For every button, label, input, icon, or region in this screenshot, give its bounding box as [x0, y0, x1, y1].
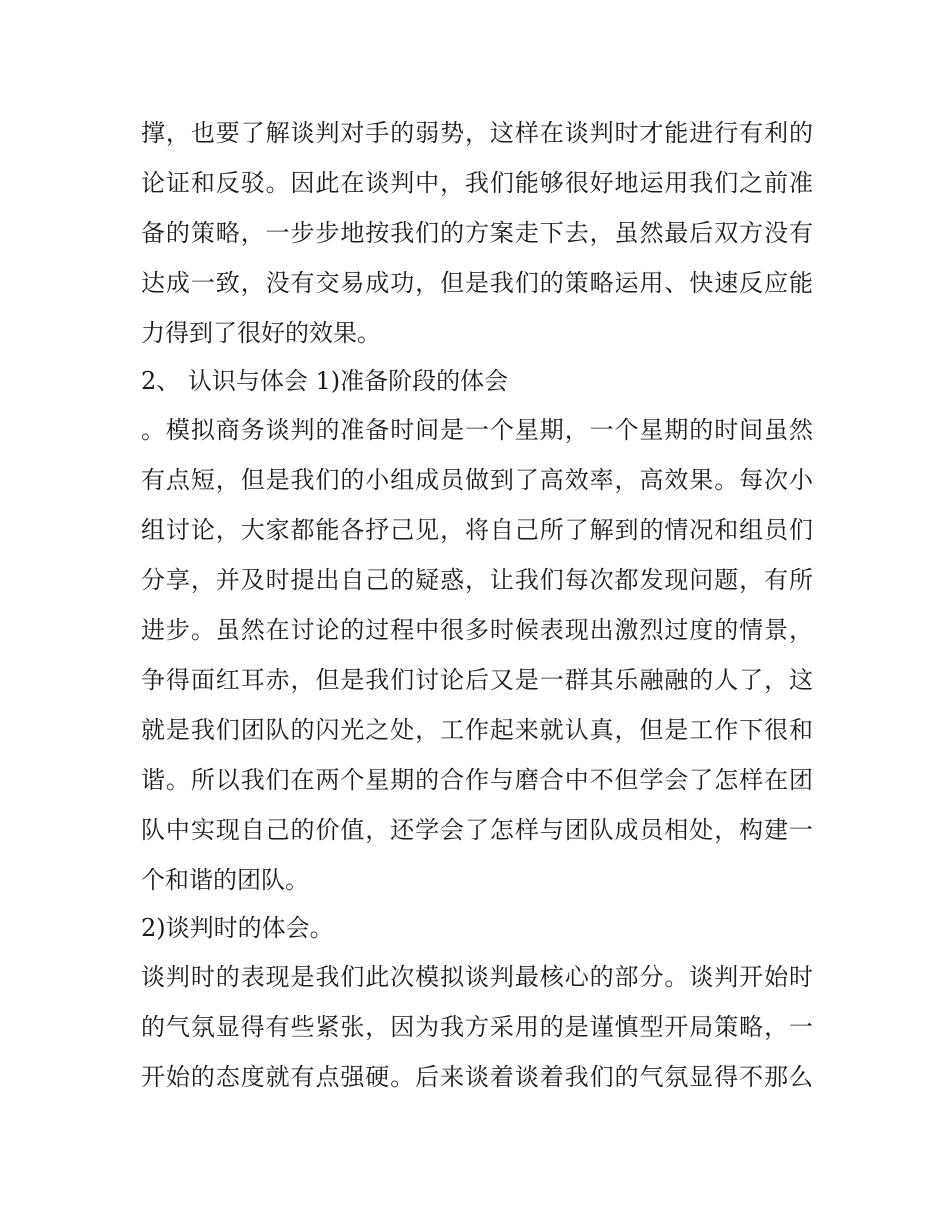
- text-line: 分享，并及时提出自己的疑惑，让我们每次都发现问题，有所: [141, 566, 813, 594]
- text-line: 达成一致，没有交易成功，但是我们的策略运用、快速反应能: [141, 269, 813, 297]
- text-line: 力得到了很好的效果。: [141, 319, 381, 347]
- text-line: 的气氛显得有些紧张，因为我方采用的是谨慎型开局策略，一: [141, 1013, 813, 1041]
- text-line: 有点短，但是我们的小组成员做到了高效率，高效果。每次小: [141, 466, 813, 494]
- subsection-heading: 2)谈判时的体会。: [141, 914, 334, 942]
- text-line: 撑，也要了解谈判对手的弱势，这样在谈判时才能进行有利的: [141, 119, 813, 147]
- text-line: 谐。所以我们在两个星期的合作与磨合中不但学会了怎样在团: [141, 766, 813, 794]
- text-line: 。模拟商务谈判的准备时间是一个星期，一个星期的时间虽然: [141, 416, 813, 444]
- text-line: 谈判时的表现是我们此次模拟谈判最核心的部分。谈判开始时: [141, 963, 813, 991]
- text-line: 进步。虽然在讨论的过程中很多时候表现出激烈过度的情景，: [141, 616, 813, 644]
- text-line: 队中实现自己的价值，还学会了怎样与团队成员相处，构建一: [141, 816, 813, 844]
- section-heading: 2、 认识与体会 1)准备阶段的体会: [141, 367, 509, 395]
- text-line: 组讨论，大家都能各抒己见，将自己所了解到的情况和组员们: [141, 516, 813, 544]
- text-line: 论证和反驳。因此在谈判中，我们能够很好地运用我们之前准: [141, 169, 813, 197]
- text-line: 备的策略，一步步地按我们的方案走下去，虽然最后双方没有: [141, 219, 813, 247]
- text-line: 开始的态度就有点强硬。后来谈着谈着我们的气氛显得不那么: [141, 1063, 813, 1091]
- text-line: 个和谐的团队。: [141, 866, 309, 894]
- text-line: 争得面红耳赤，但是我们讨论后又是一群其乐融融的人了，这: [141, 666, 813, 694]
- text-line: 就是我们团队的闪光之处，工作起来就认真，但是工作下很和: [141, 716, 813, 744]
- body-text: [141, 108, 813, 1102]
